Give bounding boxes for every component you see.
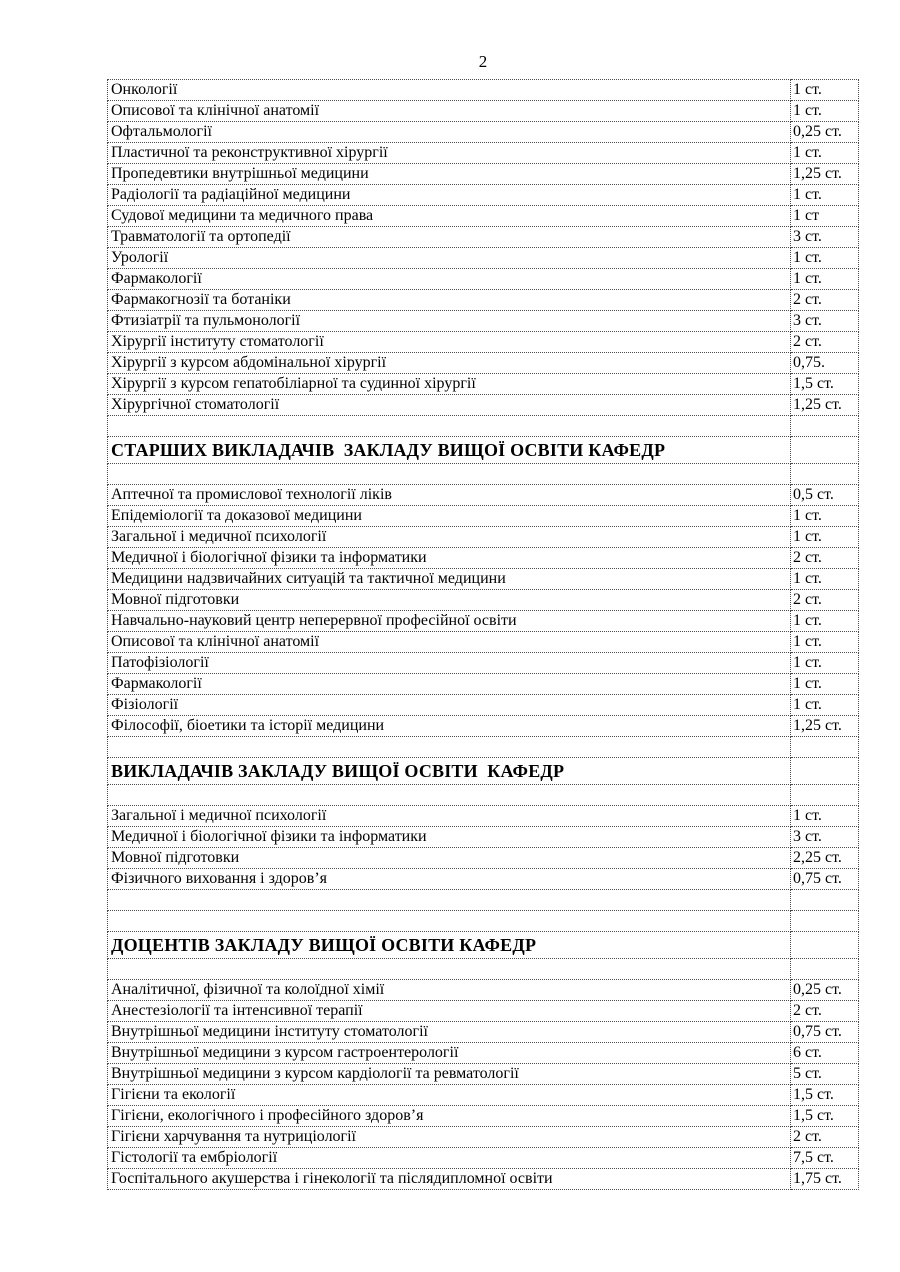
table-row xyxy=(108,806,859,827)
spacer-row xyxy=(108,416,859,437)
table-row xyxy=(108,674,859,695)
department-name: Навчально-науковий центр неперервної професійної освіти xyxy=(108,611,791,632)
staff-count: 2,25 ст. xyxy=(791,848,859,869)
empty-cell xyxy=(791,416,859,437)
table-row xyxy=(108,695,859,716)
table-row xyxy=(108,506,859,527)
staff-count: 2 ст. xyxy=(791,290,859,311)
spacer-row xyxy=(108,464,859,485)
staff-count: 0,5 ст. xyxy=(791,485,859,506)
empty-cell xyxy=(108,464,791,485)
department-name: Аналітичної, фізичної та колоїдної хімії xyxy=(108,980,791,1001)
staff-count: 2 ст. xyxy=(791,590,859,611)
page-number: 2 xyxy=(478,52,488,71)
empty-cell xyxy=(108,416,791,437)
spacer-row xyxy=(108,911,859,932)
department-name: Офтальмології xyxy=(108,122,791,143)
table-row xyxy=(108,332,859,353)
table-row xyxy=(108,869,859,890)
staff-count: 1 ст. xyxy=(791,695,859,716)
table-row xyxy=(108,395,859,416)
section-header-row xyxy=(108,758,859,785)
staff-count: 1 ст. xyxy=(791,527,859,548)
department-name: Внутрішньої медицини з курсом кардіології та ревматології xyxy=(108,1064,791,1085)
staff-count: 1,25 ст. xyxy=(791,164,859,185)
staff-count: 1,5 ст. xyxy=(791,374,859,395)
staff-count: 1 ст. xyxy=(791,806,859,827)
department-name: Госпітального акушерства і гінекології та післядипломної освіти xyxy=(108,1169,791,1190)
empty-cell xyxy=(791,464,859,485)
staff-count: 1 ст. xyxy=(791,185,859,206)
staff-count: 1,75 ст. xyxy=(791,1169,859,1190)
department-name: Травматології та ортопедії xyxy=(108,227,791,248)
staff-count: 1 ст. xyxy=(791,101,859,122)
table-row xyxy=(108,527,859,548)
section-header-row xyxy=(108,932,859,959)
table-row xyxy=(108,185,859,206)
department-name: Гігієни та екології xyxy=(108,1085,791,1106)
staff-count: 1 ст xyxy=(791,206,859,227)
table-row xyxy=(108,632,859,653)
department-name: Пропедевтики внутрішньої медицини xyxy=(108,164,791,185)
department-name: Судової медицини та медичного права xyxy=(108,206,791,227)
department-name: Хірургії інституту стоматології xyxy=(108,332,791,353)
table-row xyxy=(108,980,859,1001)
staff-count: 6 ст. xyxy=(791,1043,859,1064)
section-header-row xyxy=(108,437,859,464)
department-name: Хірургії з курсом абдомінальної хірургії xyxy=(108,353,791,374)
department-name: Загальної і медичної психології xyxy=(108,806,791,827)
staff-count: 0,25 ст. xyxy=(791,122,859,143)
section-title: ВИКЛАДАЧІВ ЗАКЛАДУ ВИЩОЇ ОСВІТИ КАФЕДР xyxy=(108,758,791,785)
table-row xyxy=(108,1085,859,1106)
department-name: Загальної і медичної психології xyxy=(108,527,791,548)
table-row xyxy=(108,248,859,269)
department-name: Гістології та ембріології xyxy=(108,1148,791,1169)
staff-count: 1 ст. xyxy=(791,143,859,164)
table-row xyxy=(108,1022,859,1043)
staff-count: 1 ст. xyxy=(791,674,859,695)
staff-count: 1 ст. xyxy=(791,569,859,590)
department-name: Патофізіології xyxy=(108,653,791,674)
empty-cell xyxy=(791,911,859,932)
table-row xyxy=(108,227,859,248)
staff-count: 1 ст. xyxy=(791,632,859,653)
empty-cell xyxy=(108,785,791,806)
empty-cell xyxy=(791,758,859,785)
table-row xyxy=(108,80,859,101)
staffing-table xyxy=(107,79,859,1190)
department-name: Медичної і біологічної фізики та інформатики xyxy=(108,827,791,848)
staff-count: 0,25 ст. xyxy=(791,980,859,1001)
staff-count: 2 ст. xyxy=(791,332,859,353)
table-row xyxy=(108,1001,859,1022)
table-row xyxy=(108,101,859,122)
table-row xyxy=(108,206,859,227)
spacer-row xyxy=(108,737,859,758)
department-name: Хірургії з курсом гепатобіліарної та судинної хірургії xyxy=(108,374,791,395)
department-name: Епідеміології та доказової медицини xyxy=(108,506,791,527)
table-row xyxy=(108,1127,859,1148)
table-row xyxy=(108,269,859,290)
table-row xyxy=(108,716,859,737)
empty-cell xyxy=(791,890,859,911)
table-row xyxy=(108,653,859,674)
department-name: Гігієни харчування та нутриціології xyxy=(108,1127,791,1148)
table-row xyxy=(108,1043,859,1064)
empty-cell xyxy=(108,890,791,911)
staff-count: 1,5 ст. xyxy=(791,1085,859,1106)
staff-count: 0,75 ст. xyxy=(791,869,859,890)
department-name: Гігієни, екологічного і професійного здоров’я xyxy=(108,1106,791,1127)
empty-cell xyxy=(791,959,859,980)
department-name: Фтизіатрії та пульмонології xyxy=(108,311,791,332)
table-row xyxy=(108,311,859,332)
spacer-row xyxy=(108,959,859,980)
empty-cell xyxy=(108,959,791,980)
department-name: Онкології xyxy=(108,80,791,101)
department-name: Фізичного виховання і здоров’я xyxy=(108,869,791,890)
table-row xyxy=(108,353,859,374)
table-row xyxy=(108,290,859,311)
staffing-table-body xyxy=(108,80,859,1190)
department-name: Філософії, біоетики та історії медицини xyxy=(108,716,791,737)
table-row xyxy=(108,143,859,164)
staff-count: 1,5 ст. xyxy=(791,1106,859,1127)
department-name: Урології xyxy=(108,248,791,269)
staff-count: 2 ст. xyxy=(791,548,859,569)
table-row xyxy=(108,1064,859,1085)
staff-count: 0,75. xyxy=(791,353,859,374)
empty-cell xyxy=(791,932,859,959)
table-row xyxy=(108,1148,859,1169)
department-name: Фармакології xyxy=(108,269,791,290)
staff-count: 1 ст. xyxy=(791,269,859,290)
department-name: Мовної підготовки xyxy=(108,848,791,869)
table-row xyxy=(108,548,859,569)
department-name: Аптечної та промислової технології ліків xyxy=(108,485,791,506)
department-name: Внутрішньої медицини інституту стоматології xyxy=(108,1022,791,1043)
staff-count: 1,25 ст. xyxy=(791,395,859,416)
department-name: Анестезіології та інтенсивної терапії xyxy=(108,1001,791,1022)
department-name: Фармакології xyxy=(108,674,791,695)
department-name: Внутрішньої медицини з курсом гастроентерології xyxy=(108,1043,791,1064)
table-row xyxy=(108,827,859,848)
department-name: Радіології та радіаційної медицини xyxy=(108,185,791,206)
empty-cell xyxy=(791,437,859,464)
section-title: СТАРШИХ ВИКЛАДАЧІВ ЗАКЛАДУ ВИЩОЇ ОСВІТИ КАФЕДР xyxy=(108,437,791,464)
department-name: Пластичної та реконструктивної хірургії xyxy=(108,143,791,164)
staff-count: 2 ст. xyxy=(791,1001,859,1022)
department-name: Мовної підготовки xyxy=(108,590,791,611)
staff-count: 3 ст. xyxy=(791,827,859,848)
spacer-row xyxy=(108,785,859,806)
department-name: Фізіології xyxy=(108,695,791,716)
department-name: Фармакогнозії та ботаніки xyxy=(108,290,791,311)
empty-cell xyxy=(791,785,859,806)
table-row xyxy=(108,374,859,395)
table-row xyxy=(108,1169,859,1190)
table-row xyxy=(108,569,859,590)
section-title: ДОЦЕНТІВ ЗАКЛАДУ ВИЩОЇ ОСВІТИ КАФЕДР xyxy=(108,932,791,959)
empty-cell xyxy=(108,737,791,758)
department-name: Медицини надзвичайних ситуацій та тактичної медицини xyxy=(108,569,791,590)
staff-count: 2 ст. xyxy=(791,1127,859,1148)
table-row xyxy=(108,1106,859,1127)
staff-count: 1 ст. xyxy=(791,248,859,269)
staff-count: 1,25 ст. xyxy=(791,716,859,737)
staff-count: 1 ст. xyxy=(791,653,859,674)
empty-cell xyxy=(108,911,791,932)
staff-count: 3 ст. xyxy=(791,311,859,332)
spacer-row xyxy=(108,890,859,911)
department-name: Медичної і біологічної фізики та інформатики xyxy=(108,548,791,569)
table-row xyxy=(108,164,859,185)
table-row xyxy=(108,611,859,632)
staff-count: 5 ст. xyxy=(791,1064,859,1085)
department-name: Хірургічної стоматології xyxy=(108,395,791,416)
staff-count: 1 ст. xyxy=(791,611,859,632)
staff-count: 3 ст. xyxy=(791,227,859,248)
department-name: Описової та клінічної анатомії xyxy=(108,632,791,653)
table-row xyxy=(108,590,859,611)
table-row xyxy=(108,485,859,506)
department-name: Описової та клінічної анатомії xyxy=(108,101,791,122)
empty-cell xyxy=(791,737,859,758)
table-row xyxy=(108,122,859,143)
staff-count: 1 ст. xyxy=(791,80,859,101)
staff-count: 0,75 ст. xyxy=(791,1022,859,1043)
staff-count: 7,5 ст. xyxy=(791,1148,859,1169)
table-row xyxy=(108,848,859,869)
staff-count: 1 ст. xyxy=(791,506,859,527)
